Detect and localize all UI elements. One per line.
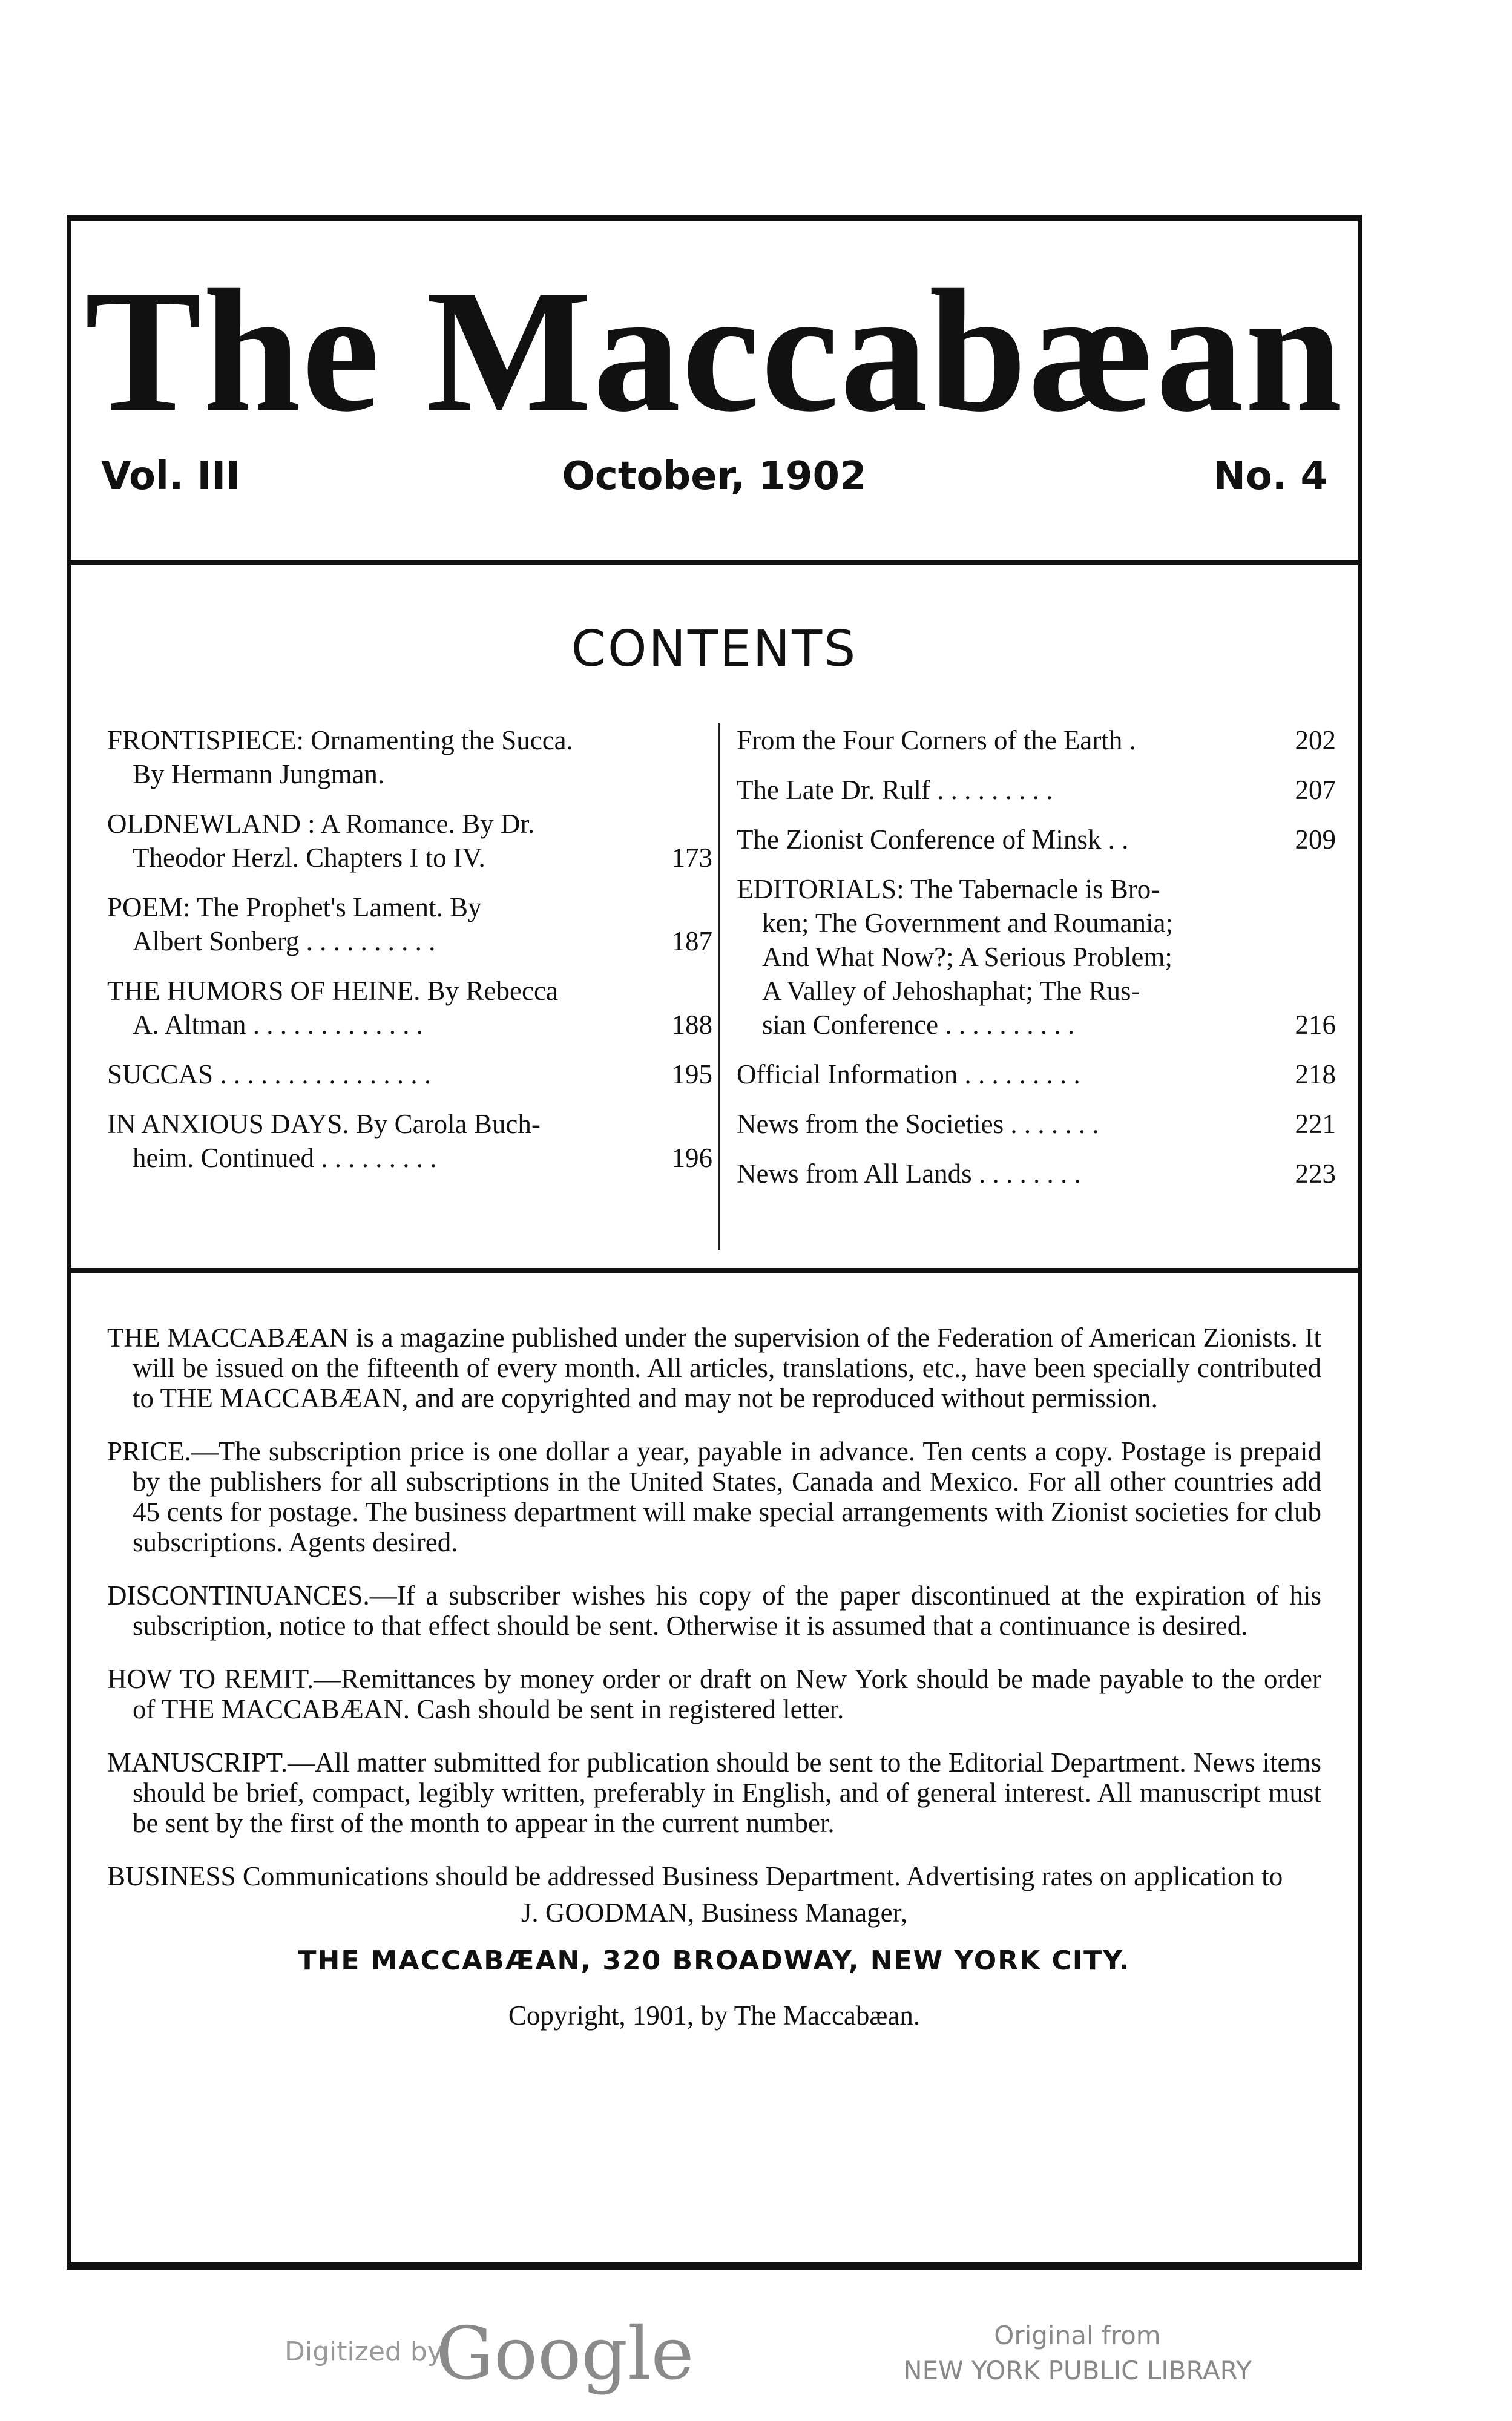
toc-line	[107, 757, 712, 791]
library-name: NEW YORK PUBLIC LIBRARY	[903, 2356, 1252, 2385]
toc-text: FRONTISPIECE: Ornamenting the Succa.	[107, 725, 573, 755]
toc-entry	[737, 872, 1336, 1042]
masthead	[71, 221, 1358, 566]
toc-text: sian Conference . . . . . . . . . .	[762, 1010, 1075, 1040]
toc-text: ken; The Government and Roumania;	[762, 908, 1173, 938]
volume-label: Vol. III	[101, 454, 240, 499]
toc-text: A. Altman . . . . . . . . . . . . .	[133, 1010, 423, 1040]
toc-line	[107, 1141, 712, 1175]
toc-text: The Late Dr. Rulf . . . . . . . . .	[737, 775, 1053, 805]
toc-page-number: 187	[671, 926, 712, 956]
toc-line	[737, 1057, 1336, 1091]
original-from-label: Original from	[994, 2321, 1161, 2350]
toc-text: IN ANXIOUS DAYS. By Carola Buch-	[107, 1109, 541, 1139]
page-frame	[67, 215, 1362, 2270]
notice-business: BUSINESS Communications should be addressed Business Department. Advertising rates on application to	[107, 1861, 1283, 1891]
toc-entry	[107, 1057, 712, 1091]
digitization-footer	[0, 2312, 1512, 2397]
toc-line	[737, 1008, 1336, 1042]
toc-line	[737, 940, 1336, 974]
toc-line	[107, 1057, 712, 1091]
toc-page-number: 223	[1295, 1158, 1336, 1189]
toc-page-number: 216	[1295, 1010, 1336, 1040]
toc-page-number: 188	[671, 1010, 712, 1040]
toc-entry	[107, 807, 712, 875]
toc-entry	[737, 823, 1336, 856]
toc-line	[737, 823, 1336, 856]
toc-page-number: 202	[1295, 725, 1336, 755]
toc-line	[107, 723, 712, 757]
toc-text: News from the Societies . . . . . . .	[737, 1109, 1099, 1139]
toc-page-number: 221	[1295, 1109, 1336, 1139]
toc-text: From the Four Corners of the Earth .	[737, 725, 1136, 755]
toc-page-number: 195	[671, 1059, 712, 1089]
toc-text: SUCCAS . . . . . . . . . . . . . . . .	[107, 1059, 432, 1089]
toc-text: A Valley of Jehoshaphat; The Rus-	[762, 976, 1140, 1006]
toc-line	[107, 924, 712, 958]
notice-manuscript: MANUSCRIPT.—All matter submitted for publication should be sent to the Editorial Department. News items should be brief, compact, legibly written, preferably in English, and of general interest. All manuscript must be sent by the first of the month to appear in the current number.	[107, 1747, 1321, 1838]
business-manager: J. GOODMAN, Business Manager,	[521, 1897, 908, 1928]
issue-number: No. 4	[1213, 454, 1327, 499]
toc-text: By Hermann Jungman.	[133, 759, 385, 789]
toc-entry	[107, 974, 712, 1042]
toc-text: Official Information . . . . . . . . .	[737, 1059, 1080, 1089]
toc-entry	[737, 723, 1336, 757]
toc-left-column	[107, 723, 712, 1191]
toc-line	[737, 1107, 1336, 1141]
toc-line	[107, 841, 712, 875]
toc-entry	[737, 1157, 1336, 1191]
toc-line	[107, 807, 712, 841]
contents-heading: CONTENTS	[571, 620, 858, 678]
toc-line	[107, 974, 712, 1008]
notice-remit: HOW TO REMIT.—Remittances by money order or draft on New York should be made payable to the order of THE MACCABÆAN. Cash should be sent in registered letter.	[107, 1664, 1321, 1724]
publisher-address: THE MACCABÆAN, 320 BROADWAY, NEW YORK CITY.	[298, 1945, 1131, 1976]
original-source	[896, 2318, 1259, 2388]
toc-page-number: 207	[1295, 775, 1336, 805]
digitized-by-label: Digitized by	[284, 2336, 443, 2367]
toc-text: News from All Lands . . . . . . . .	[737, 1158, 1081, 1189]
toc-page-number: 173	[671, 843, 712, 873]
toc-line	[107, 890, 712, 924]
toc-entry	[737, 1057, 1336, 1091]
toc-text: And What Now?; A Serious Problem;	[762, 942, 1172, 972]
toc-text: Theodor Herzl. Chapters I to IV.	[133, 843, 485, 873]
toc-text: Albert Sonberg . . . . . . . . . .	[133, 926, 436, 956]
toc-text: The Zionist Conference of Minsk . .	[737, 824, 1129, 855]
toc-page-number: 196	[671, 1143, 712, 1173]
toc-text: THE HUMORS OF HEINE. By Rebecca	[107, 976, 558, 1006]
toc-entry	[737, 773, 1336, 807]
toc-text: heim. Continued . . . . . . . . .	[133, 1143, 437, 1173]
publication-notice	[107, 1322, 1321, 2049]
toc-page-number: 209	[1295, 824, 1336, 855]
toc-line	[737, 773, 1336, 807]
toc-entry	[107, 723, 712, 791]
toc-entry	[107, 1107, 712, 1175]
toc-text: EDITORIALS: The Tabernacle is Bro-	[737, 874, 1160, 904]
toc-line	[107, 1008, 712, 1042]
toc-line	[737, 872, 1336, 906]
column-divider	[718, 723, 720, 1250]
toc-text: OLDNEWLAND : A Romance. By Dr.	[107, 809, 535, 839]
notice-about: THE MACCABÆAN is a magazine published under the supervision of the Federation of American Zionists. It will be issued on the fifteenth of every month. All articles, translations, etc., have been specially contributed to THE MACCABÆAN, and are copyrighted and may not be reproduced without permission.	[107, 1322, 1321, 1413]
toc-entry	[737, 1107, 1336, 1141]
toc-line	[737, 1157, 1336, 1191]
toc-right-column	[737, 723, 1336, 1206]
toc-line	[737, 974, 1336, 1008]
magazine-title: The Maccabæan	[84, 254, 1344, 448]
masthead-rule	[71, 560, 1358, 565]
issue-date: October, 1902	[562, 454, 867, 499]
toc-text: POEM: The Prophet's Lament. By	[107, 892, 482, 922]
notice-price: PRICE.—The subscription price is one dollar a year, payable in advance. Ten cents a copy. Postage is prepaid by the publishers for all subscriptions in the United States, Canada and Mexico. For all other countries add 45 cents for postage. The business department will make special arrangements with Zionist societies for club subscriptions. Agents desired.	[107, 1436, 1321, 1557]
toc-entry	[107, 890, 712, 958]
toc-line	[737, 723, 1336, 757]
toc-line	[737, 906, 1336, 940]
toc-line	[107, 1107, 712, 1141]
copyright-line: Copyright, 1901, by The Maccabæan.	[508, 2000, 921, 2031]
notice-discontinuances: DISCONTINUANCES.—If a subscriber wishes his copy of the paper discontinued at the expiration of his subscription, notice to that effect should be sent. Otherwise it is assumed that a continuance is desired.	[107, 1580, 1321, 1641]
google-logo: Google	[436, 2312, 694, 2396]
toc-page-number: 218	[1295, 1059, 1336, 1089]
issue-info	[101, 454, 1327, 502]
contents-rule	[71, 1268, 1358, 1273]
